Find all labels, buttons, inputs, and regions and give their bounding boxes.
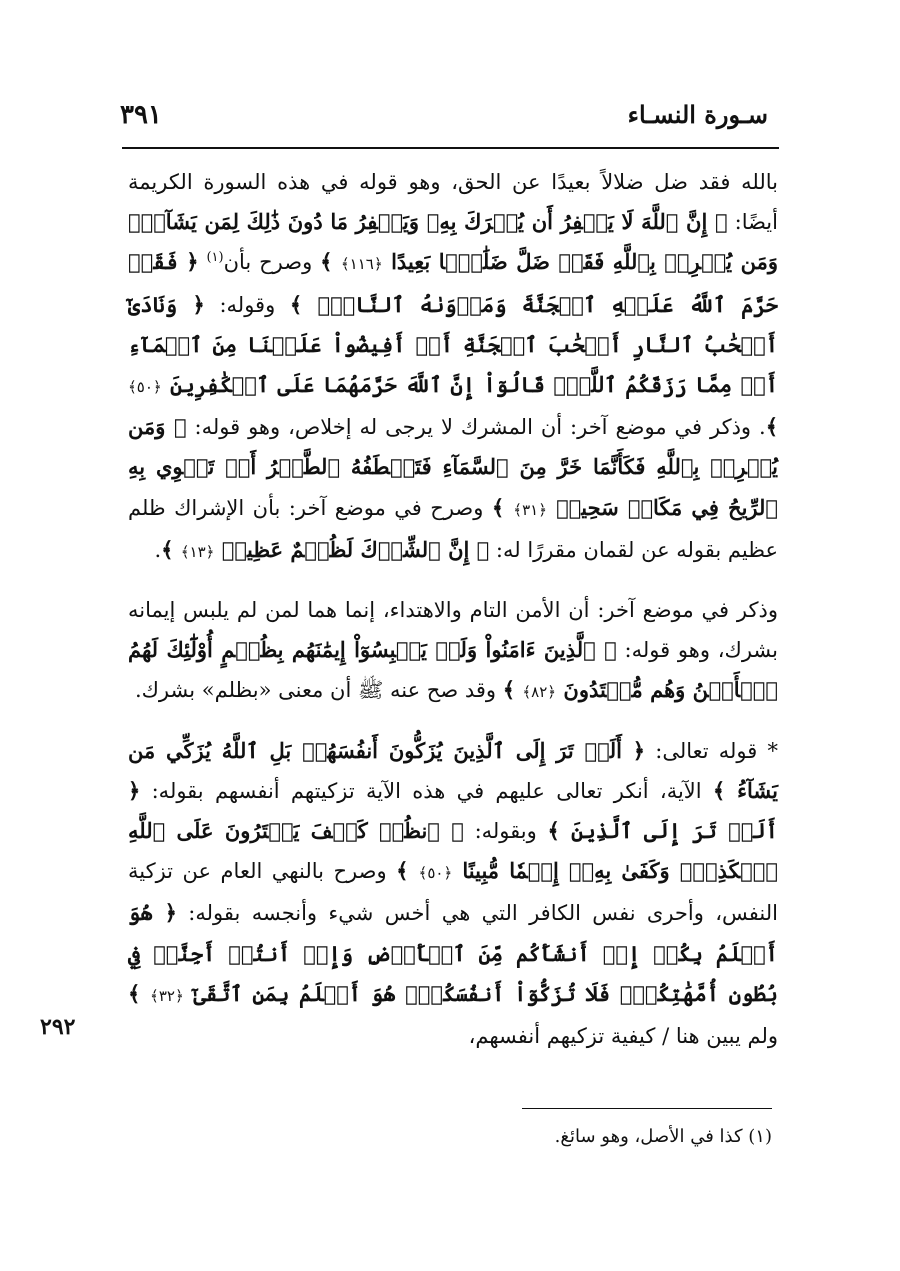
text-segment: * قوله تعالى: (645, 738, 778, 763)
text-segment: وبقوله: (463, 819, 548, 844)
quran-verse: ﴾ (396, 858, 419, 884)
quran-verse: ﴿ أَلَمۡ تَرَ إِلَى ٱلَّذِينَ ﴾ (128, 777, 778, 844)
quran-verse: ﴿ فَقَدۡ حَرَّمَ ٱللَّهُ عَلَيۡهِ ٱلۡجَنَّةَ وَمَأۡوَىٰهُ ٱلنَّارُۖ ﴾ (128, 249, 778, 317)
paragraph-3 (128, 731, 778, 1057)
quran-verse: ﴾ (491, 494, 514, 520)
text-segment: وقد صح عنه ﷺ أن معنى «بظلم» بشرك. (134, 678, 503, 703)
surah-title: سـورة النسـاء (627, 100, 768, 129)
footnote-divider (522, 1108, 772, 1109)
text-segment: ولم يبين هنا / كيفية تزكيهم أنفسهم، (468, 1024, 778, 1049)
quran-verse: ﴾ (765, 414, 778, 440)
ayah-number: ﴿٥٠﴾ (128, 378, 162, 397)
quran-verse: ﴾ (502, 677, 523, 703)
footnote-marker: (١) (206, 250, 224, 266)
margin-page-number: ٢٩٢ (40, 1014, 76, 1040)
quran-verse: ﴾ (161, 536, 181, 562)
text-segment: الآية، أنكر تعالى عليهم في هذه الآية تزكيتهم أنفسهم بقوله: (140, 778, 713, 803)
ayah-number: ﴿٨٢﴾ (522, 683, 557, 702)
paragraph-1 (128, 162, 778, 572)
text-segment: . وذكر في موضع آخر: أن المشرك لا يرجى له إخلاص، وهو قوله: (186, 415, 766, 440)
text-segment: . (154, 537, 162, 562)
text-segment: وصرح في موضع آخر: بأن الإشراك ظلم عظيم بقوله عن لقمان مقررًا له: (128, 495, 778, 562)
text-segment: وصرح بأن (223, 250, 321, 275)
quran-verse: ﴿ إِنَّ ٱلشِّرۡكَ لَظُلۡمٌ عَظِيمٞ (214, 536, 490, 562)
quran-verse: ﴿ وَنَادَىٰٓ أَصۡحَٰبُ ٱلنَّارِ أَصۡحَٰبَ ٱلۡجَنَّةِ أَنۡ أَفِيضُواْ عَلَيۡنَا مِنَ ٱلۡمَآءِ أَوۡ مِمَّا رَزَقَكُمُ ٱللَّهُۚ قَالُوٓاْ إِنَّ ٱللَّهَ حَرَّمَهُمَا عَلَى ٱلۡكَٰفِرِينَ (128, 291, 778, 398)
quran-verse: ﴿ ٱنظُرۡ كَيۡفَ يَفۡتَرُونَ عَلَى ٱللَّهِ ٱلۡكَذِبَۖ وَكَفَىٰ بِهِۦٓ إِثۡمٗا مُّبِينًا (128, 818, 778, 884)
ayah-number: ﴿٣١﴾ (513, 500, 547, 519)
quran-verse: ﴿ إِنَّ ٱللَّهَ لَا يَغۡفِرُ أَن يُشۡرَكَ بِهِۦ وَيَغۡفِرُ مَا دُونَ ذَٰلِكَ لِمَن يَشَآءُۚ وَمَن يُشۡرِكۡ بِٱللَّهِ فَقَدۡ ضَلَّ ضَلَٰلَۢا بَعِيدًا (128, 209, 778, 275)
ayah-number: ﴿١٣﴾ (180, 542, 215, 561)
text-segment: وقوله: (204, 292, 290, 317)
ayah-number: ﴿٣٢﴾ (150, 986, 184, 1005)
body-text (128, 162, 778, 1056)
header-divider (122, 147, 779, 149)
text-segment: بالله فقد ضل ضلالاً بعيدًا عن الحق، وهو قوله في هذه السورة الكريمة أيضًا: (128, 170, 778, 235)
quran-verse: ﴿ ٱلَّذِينَ ءَامَنُواْ وَلَمۡ يَلۡبِسُوٓاْ إِيمَٰنَهُم بِظُلۡمٍ أُوْلَٰٓئِكَ لَهُمُ ٱلۡأَمۡنُ وَهُم مُّهۡتَدُونَ (128, 637, 778, 703)
quran-verse: ﴾ (128, 980, 151, 1006)
quran-verse: ﴿ وَمَن يُشۡرِكۡ بِٱللَّهِ فَكَأَنَّمَا خَرَّ مِنَ ٱلسَّمَآءِ فَتَخۡطَفُهُ ٱلطَّيۡرُ أَوۡ تَهۡوِي بِهِ ٱلرِّيحُ فِي مَكَانٖ سَحِيقٖ (128, 414, 779, 520)
quran-verse: ﴾ (320, 249, 341, 275)
text-segment: وذكر في موضع آخر: أن الأمن التام والاهتداء، إنما هما لمن لم يلبس إيمانه بشرك، وهو قوله: (128, 598, 778, 663)
text-segment: وصرح بالنهي العام عن تزكية النفس، وأحرى نفس الكافر التي هي أخس شيء وأنجسه بقوله: (128, 859, 778, 926)
page-number: ٣٩١ (120, 100, 162, 130)
ayah-number: ﴿٥٠﴾ (418, 864, 453, 883)
quran-verse: ﴿ هُوَ أَعۡلَمُ بِكُمۡ إِذۡ أَنشَأَكُم مِّنَ ٱلۡأَرۡضِ وَإِذۡ أَنتُمۡ أَجِنَّةٞ فِي بُطُونِ أُمَّهَٰتِكُمۡۖ فَلَا تُزَكُّوٓاْ أَنفُسَكُمۡۖ هُوَ أَعۡلَمُ بِمَنِ ٱتَّقَىٰٓ (128, 900, 778, 1006)
quran-verse: ﴿ أَلَمۡ تَرَ إِلَى ٱلَّذِينَ يُزَكُّونَ أَنفُسَهُمۚ بَلِ ٱللَّهُ يُزَكِّي مَن يَشَآءُ ﴾ (128, 737, 779, 803)
footnote: (١) كذا في الأصل، وهو سائغ. (554, 1126, 772, 1147)
paragraph-2 (128, 590, 778, 713)
ayah-number: ﴿١١٦﴾ (340, 255, 383, 274)
